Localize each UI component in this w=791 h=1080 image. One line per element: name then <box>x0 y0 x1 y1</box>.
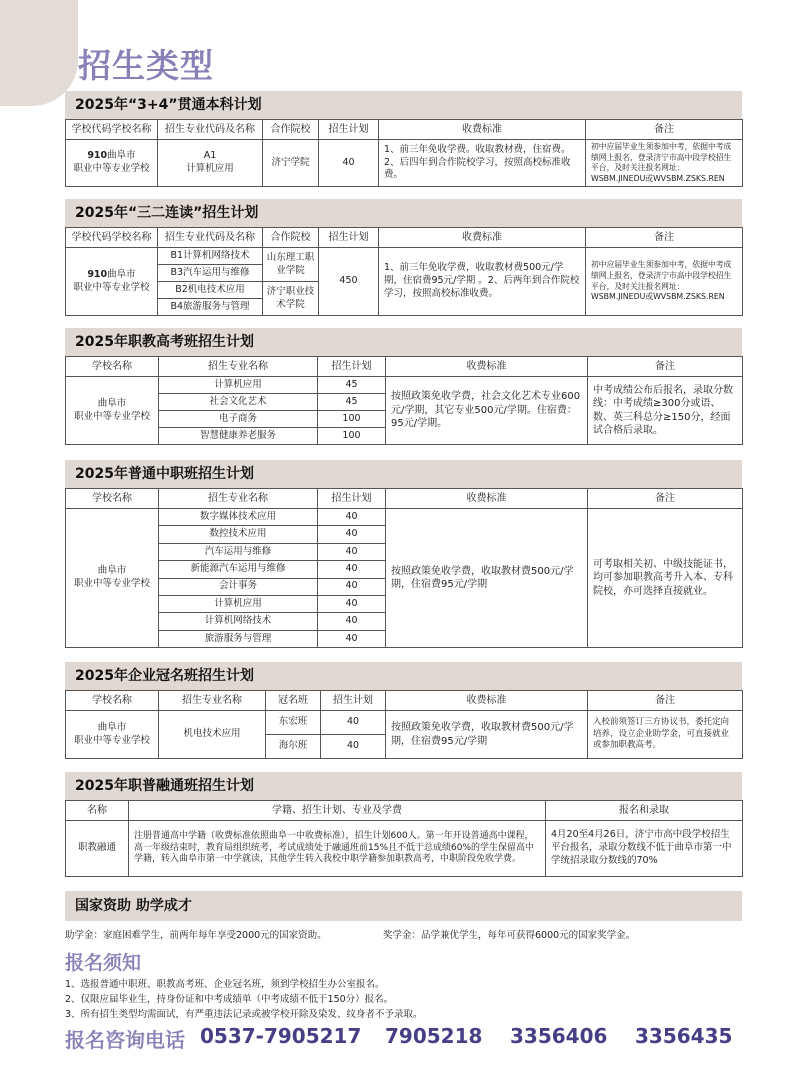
plan-table <box>65 227 743 316</box>
col-header: 备注 <box>586 228 743 248</box>
major-cell: 数字媒体技术应用 <box>159 509 318 526</box>
class-cell: 海尔班 <box>266 735 321 759</box>
col-header: 学校名称 <box>66 691 159 711</box>
notice-item: 1、选报普通中职班、职教高考班、企业冠名班，须到学校招生办公室报名。 <box>65 979 385 990</box>
notice-list <box>65 977 423 1022</box>
major-cell: 计算机网络技术 <box>159 613 318 630</box>
section-zhongzhi <box>65 460 742 648</box>
phone-label: 报名咨询电话 <box>65 1028 185 1052</box>
col-header: 招生计划 <box>319 228 379 248</box>
col-header: 备注 <box>586 120 743 140</box>
school-name-2: 职业中等专业学校 <box>73 281 150 293</box>
class-cell: 东宏班 <box>266 711 321 735</box>
col-header: 冠名班 <box>266 691 321 711</box>
col-header: 学籍、招生计划、专业及学费 <box>129 801 546 821</box>
section-aid <box>65 891 742 921</box>
col-header: 收费标准 <box>386 489 588 509</box>
partner-cell: 济宁职业技术学院 <box>263 282 319 316</box>
major-cell: B3汽车运用与维修 <box>158 265 263 282</box>
phone-number: 3356435 <box>635 1024 733 1048</box>
school-name: 曲阜市 <box>107 268 136 280</box>
school-cell <box>66 248 158 316</box>
col-header: 备注 <box>588 691 743 711</box>
plan-cell: 40 <box>318 561 386 578</box>
section-title: 2025年职普融通班招生计划 <box>65 772 742 800</box>
scholarship-text: 奖学金：品学兼优学生，每年可获得6000元的国家奖学金。 <box>383 930 636 941</box>
section-32 <box>65 199 742 316</box>
col-header: 招生专业代码及名称 <box>158 228 263 248</box>
col-header: 招生计划 <box>318 489 386 509</box>
col-header: 学校代码学校名称 <box>66 120 158 140</box>
section-title: 2025年普通中职班招生计划 <box>65 460 742 488</box>
partner-cell: 山东理工职业学院 <box>263 248 319 282</box>
phone-number: 7905218 <box>385 1024 483 1048</box>
section-title: 2025年“三二连读”招生计划 <box>65 199 742 227</box>
plan-table <box>65 690 743 759</box>
col-header: 收费标准 <box>386 691 588 711</box>
plan-table <box>65 356 743 445</box>
plan-table <box>65 119 743 187</box>
school-name: 曲阜市 <box>97 397 127 409</box>
fee-cell: 1、前三年免收学费，收取教材费500元/学期，住宿费95元/学期 。2、后两年到合作院校学习，按照高校标准收费。 <box>379 248 586 316</box>
phone-number: 0537-7905217 <box>200 1024 362 1048</box>
plan-cell: 40 <box>318 578 386 595</box>
note-cell: 中考成绩公布后报名，录取分数线：中考成绩≥300分或语、数、英三科总分≥150分，经面试合格后录取。 <box>588 377 743 445</box>
major-cell: B1计算机网络技术 <box>158 248 263 265</box>
col-header: 备注 <box>588 357 743 377</box>
col-header: 收费标准 <box>379 228 586 248</box>
section-zhipu <box>65 772 742 877</box>
note-cell: 入校前须签订三方协议书，委托定向培养，设立企业助学金，可直接就业或参加职教高考。 <box>588 711 743 759</box>
major-code: A1 <box>203 150 217 162</box>
col-header: 学校名称 <box>66 357 159 377</box>
phone-number: 3356406 <box>510 1024 608 1048</box>
page-title: 招生类型 <box>78 46 214 85</box>
plan-cell: 40 <box>321 735 386 759</box>
col-header: 招生专业代码及名称 <box>158 120 263 140</box>
school-name-2: 职业中等专业学校 <box>73 163 150 175</box>
major-cell: 会计事务 <box>159 578 318 595</box>
major-cell <box>158 140 263 187</box>
plan-cell: 40 <box>318 595 386 612</box>
section-title: 2025年“3+4”贯通本科计划 <box>65 91 742 119</box>
col-header: 名称 <box>66 801 129 821</box>
school-name: 曲阜市 <box>97 565 127 577</box>
plan-cell: 40 <box>319 140 379 187</box>
plan-cell: 45 <box>318 377 386 394</box>
grant-text: 助学金：家庭困难学生，前两年每年享受2000元的国家资助。 <box>65 930 327 941</box>
fee-cell: 1、前三年免收学费。收取教材费，住宿费。2、后四年到合作院校学习，按照高校标准收费。 <box>379 140 586 187</box>
fee-cell: 按照政策免收学费，社会文化艺术专业600元/学期，其它专业500元/学期。住宿费：95元/学期。 <box>386 377 588 445</box>
enroll-cell: 4月20至4月26日，济宁市高中段学校招生平台报名，录取分数线不低于曲阜市第一中学统招录取分数线的70% <box>546 821 743 877</box>
col-header: 招生计划 <box>318 357 386 377</box>
school-cell <box>66 377 159 445</box>
col-header: 招生专业名称 <box>159 357 318 377</box>
school-cell <box>66 140 158 187</box>
major-cell: 机电技术应用 <box>159 711 266 759</box>
school-cell <box>66 509 159 648</box>
col-header: 备注 <box>588 489 743 509</box>
section-title: 2025年企业冠名班招生计划 <box>65 662 742 690</box>
plan-cell: 40 <box>318 526 386 543</box>
school-name: 曲阜市 <box>97 721 127 733</box>
col-header: 招生计划 <box>321 691 386 711</box>
col-header: 招生专业名称 <box>159 489 318 509</box>
school-name-2: 职业中等专业学校 <box>73 734 150 746</box>
col-header: 合作院校 <box>263 228 319 248</box>
detail-cell: 注册普通高中学籍（收费标准依照曲阜一中收费标准），招生计划600人。第一年开设普通高中课程，高一年级结束时，教育局组织统考，考试成绩处于融通班前15%且不低于总成绩60%的学生保留高中学籍，转入曲阜市第一中学就读，其他学生转入我校中职学籍参加职教高考，中职阶段免收学费。 <box>129 821 546 877</box>
note-cell: 初中应届毕业生须参加中考，依据中考成绩网上报名，登录济宁市高中段学校招生平台，及时关注报名网址：WSBM.JINEDU或WVSBM.ZSKS.REN <box>586 140 743 187</box>
col-header: 收费标准 <box>386 357 588 377</box>
major-cell: 计算机应用 <box>159 377 318 394</box>
major-cell: 旅游服务与管理 <box>159 630 318 647</box>
major-cell: 新能源汽车运用与维修 <box>159 561 318 578</box>
major-cell: 社会文化艺术 <box>159 394 318 411</box>
school-code: 910 <box>87 268 108 280</box>
section-title: 2025年职教高考班招生计划 <box>65 328 742 356</box>
plan-cell: 40 <box>321 711 386 735</box>
section-gaokao <box>65 328 742 445</box>
plan-cell: 40 <box>318 613 386 630</box>
plan-cell: 40 <box>318 630 386 647</box>
plan-table <box>65 800 743 877</box>
col-header: 招生计划 <box>319 120 379 140</box>
col-header: 学校代码学校名称 <box>66 228 158 248</box>
name-cell: 职教融通 <box>66 821 129 877</box>
plan-cell: 100 <box>318 428 386 445</box>
school-cell <box>66 711 159 759</box>
note-cell: 初中应届毕业生须参加中考，依据中考成绩网上报名，登录济宁市高中段学校招生平台，及时关注报名网址：WSBM.JINEDU或WVSBM.ZSKS.REN <box>586 248 743 316</box>
col-header: 报名和录取 <box>546 801 743 821</box>
notice-title: 报名须知 <box>65 952 142 974</box>
section-guanming <box>65 662 742 759</box>
section-title: 国家资助 助学成才 <box>65 891 742 921</box>
plan-cell: 40 <box>318 543 386 560</box>
school-code: 910 <box>87 150 108 162</box>
fee-cell: 按照政策免收学费，收取教材费500元/学期，住宿费95元/学期 <box>386 509 588 648</box>
major-name: 计算机应用 <box>186 163 234 175</box>
school-name: 曲阜市 <box>107 150 136 162</box>
major-cell: 智慧健康养老服务 <box>159 428 318 445</box>
col-header: 招生专业名称 <box>159 691 266 711</box>
major-cell: 汽车运用与维修 <box>159 543 318 560</box>
col-header: 合作院校 <box>263 120 319 140</box>
col-header: 学校名称 <box>66 489 159 509</box>
phone-line <box>65 1024 733 1053</box>
notice-item: 2、仅限应届毕业生，持身份证和中考成绩单（中考成绩不低于150分）报名。 <box>65 994 394 1005</box>
col-header: 收费标准 <box>379 120 586 140</box>
plan-cell: 40 <box>318 509 386 526</box>
major-cell: 电子商务 <box>159 411 318 428</box>
plan-cell: 100 <box>318 411 386 428</box>
section-3plus4 <box>65 91 742 187</box>
major-cell: B4旅游服务与管理 <box>158 299 263 316</box>
major-cell: 数控技术应用 <box>159 526 318 543</box>
partner-cell: 济宁学院 <box>263 140 319 187</box>
plan-cell: 450 <box>319 248 379 316</box>
plan-cell: 45 <box>318 394 386 411</box>
school-name-2: 职业中等专业学校 <box>73 578 150 590</box>
fee-cell: 按照政策免收学费，收取教材费500元/学期，住宿费95元/学期 <box>386 711 588 759</box>
major-cell: B2机电技术应用 <box>158 282 263 299</box>
major-cell: 计算机应用 <box>159 595 318 612</box>
plan-table <box>65 488 743 648</box>
school-name-2: 职业中等专业学校 <box>73 410 150 422</box>
notice-item: 3、所有招生类型均需面试，有严重违法记录或被学校开除及染发、纹身者不予录取。 <box>65 1009 423 1020</box>
note-cell: 可考取相关初、中级技能证书，均可参加职教高考升入本、专科院校，亦可选择直接就业。 <box>588 509 743 648</box>
